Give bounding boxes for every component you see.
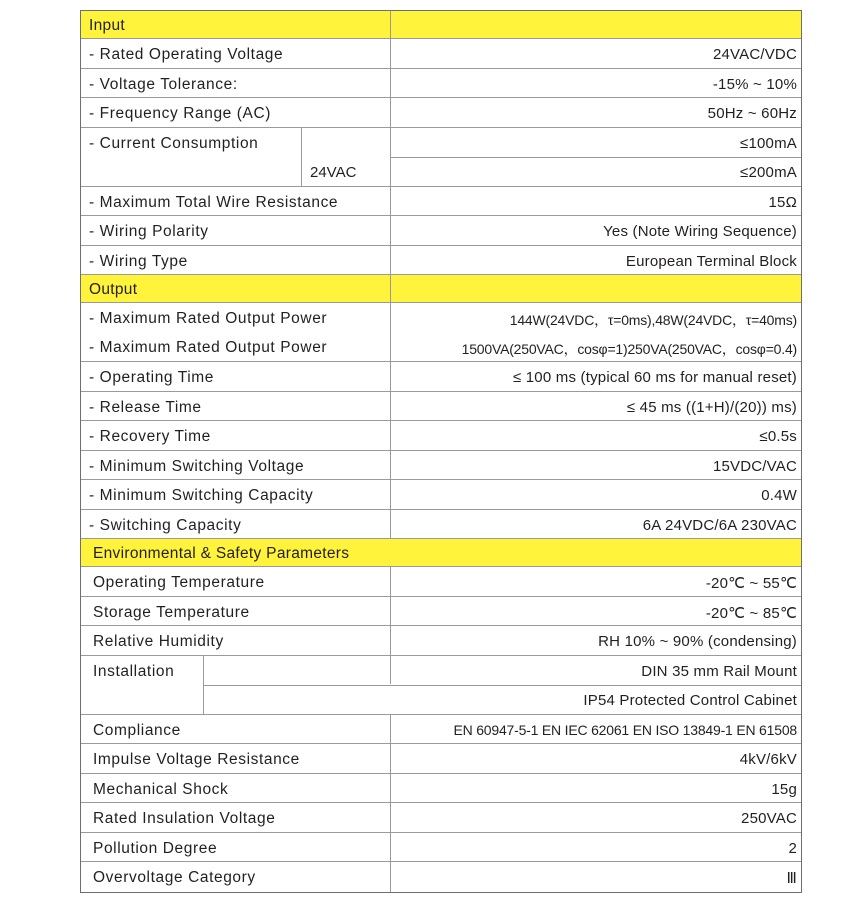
section-title: Input bbox=[89, 17, 125, 34]
row-value: ≤100mA bbox=[740, 134, 797, 152]
row-value: DIN 35 mm Rail Mount bbox=[641, 662, 797, 680]
table-row bbox=[81, 480, 801, 510]
row-value: -20℃ ~ 55℃ bbox=[705, 575, 797, 592]
table-row bbox=[81, 597, 801, 627]
table-row-group bbox=[81, 303, 801, 362]
table-row bbox=[81, 451, 801, 481]
section-header-environmental bbox=[81, 539, 801, 567]
table-row bbox=[81, 774, 801, 804]
row-value: -20℃ ~ 85℃ bbox=[705, 604, 797, 622]
row-value: 250VAC bbox=[741, 810, 797, 827]
row-label: Pollution Degree bbox=[93, 839, 218, 857]
table-row bbox=[81, 833, 801, 863]
row-label: - Maximum Rated Output Power bbox=[89, 339, 328, 356]
row-value: ≤200mA bbox=[740, 163, 797, 181]
table-row bbox=[81, 567, 801, 597]
section-title: Environmental & Safety Parameters bbox=[93, 545, 350, 562]
row-label: Impulse Voltage Resistance bbox=[93, 751, 300, 768]
row-value: 15Ω bbox=[768, 193, 797, 211]
table-row bbox=[81, 803, 801, 833]
table-row bbox=[81, 510, 801, 540]
sub-label: 24VAC bbox=[310, 163, 357, 181]
row-label: - Maximum Rated Output Power bbox=[89, 310, 328, 327]
table-row bbox=[81, 362, 801, 392]
section-title: Output bbox=[89, 281, 138, 298]
row-label: Storage Temperature bbox=[93, 603, 250, 621]
table-row bbox=[81, 69, 801, 99]
row-value: RH 10% ~ 90% (condensing) bbox=[598, 633, 797, 650]
row-value: 15g bbox=[771, 780, 797, 798]
row-label: - Frequency Range (AC) bbox=[89, 105, 272, 122]
row-value: 2 bbox=[788, 839, 797, 857]
row-label: - Minimum Switching Capacity bbox=[89, 487, 314, 504]
row-label: Overvoltage Category bbox=[93, 869, 256, 886]
table-row bbox=[81, 216, 801, 246]
row-label: - Release Time bbox=[89, 398, 202, 416]
row-label: - Voltage Tolerance: bbox=[89, 75, 238, 93]
row-value: 24VAC/VDC bbox=[712, 46, 797, 63]
table-row bbox=[81, 246, 801, 276]
table-row bbox=[81, 128, 801, 187]
row-value: EN 60947-5-1 EN IEC 62061 EN ISO 13849-1 EN 61508 bbox=[453, 721, 797, 738]
table-row bbox=[81, 98, 801, 128]
table-row bbox=[81, 715, 801, 745]
row-label: Compliance bbox=[93, 721, 181, 739]
row-label: Rated Insulation Voltage bbox=[93, 810, 276, 827]
table-row bbox=[81, 862, 801, 892]
row-value: ≤ 45 ms ((1+H)/(20)) ms) bbox=[626, 398, 797, 416]
row-value: 4kV/6kV bbox=[739, 751, 797, 768]
section-header-input bbox=[81, 11, 801, 39]
row-label: - Maximum Total Wire Resistance bbox=[89, 193, 339, 211]
row-label: Operating Temperature bbox=[93, 574, 265, 591]
row-label: - Current Consumption bbox=[89, 134, 259, 152]
row-value: 1500VA(250VAC，cosφ=1)250VA(250VAC，cosφ=0.4) bbox=[461, 341, 797, 357]
row-value: 15VDC/VAC bbox=[712, 457, 797, 475]
table-row bbox=[81, 392, 801, 422]
row-value: Yes (Note Wiring Sequence) bbox=[603, 223, 797, 240]
row-value: IP54 Protected Control Cabinet bbox=[583, 691, 797, 709]
row-label: - Wiring Polarity bbox=[89, 223, 209, 240]
row-value: 6A 24VDC/6A 230VAC bbox=[642, 516, 797, 534]
row-value: 0.4W bbox=[761, 487, 797, 504]
table-row bbox=[81, 39, 801, 69]
row-label: - Switching Capacity bbox=[89, 516, 242, 534]
row-label: - Operating Time bbox=[89, 369, 215, 386]
row-value: European Terminal Block bbox=[625, 252, 797, 270]
section-header-output bbox=[81, 275, 801, 303]
table-row bbox=[81, 626, 801, 656]
row-label: - Minimum Switching Voltage bbox=[89, 457, 305, 475]
row-value: 50Hz ~ 60Hz bbox=[707, 105, 797, 122]
row-label: - Rated Operating Voltage bbox=[89, 46, 284, 63]
table-row bbox=[81, 187, 801, 217]
row-label: Installation bbox=[93, 662, 175, 680]
row-value: 144W(24VDC，τ=0ms),48W(24VDC，τ=40ms) bbox=[509, 312, 797, 328]
row-value: Ⅲ bbox=[786, 870, 797, 887]
row-label: - Wiring Type bbox=[89, 252, 188, 270]
table-row bbox=[81, 656, 801, 715]
row-label: Relative Humidity bbox=[93, 633, 224, 650]
row-value: -15% ~ 10% bbox=[712, 75, 797, 93]
table-row bbox=[81, 421, 801, 451]
row-label: - Recovery Time bbox=[89, 428, 211, 445]
row-label: Mechanical Shock bbox=[93, 780, 229, 798]
spec-table bbox=[80, 10, 802, 893]
row-value: ≤ 100 ms (typical 60 ms for manual reset) bbox=[512, 369, 797, 386]
table-row bbox=[81, 744, 801, 774]
row-value: ≤0.5s bbox=[759, 428, 797, 445]
